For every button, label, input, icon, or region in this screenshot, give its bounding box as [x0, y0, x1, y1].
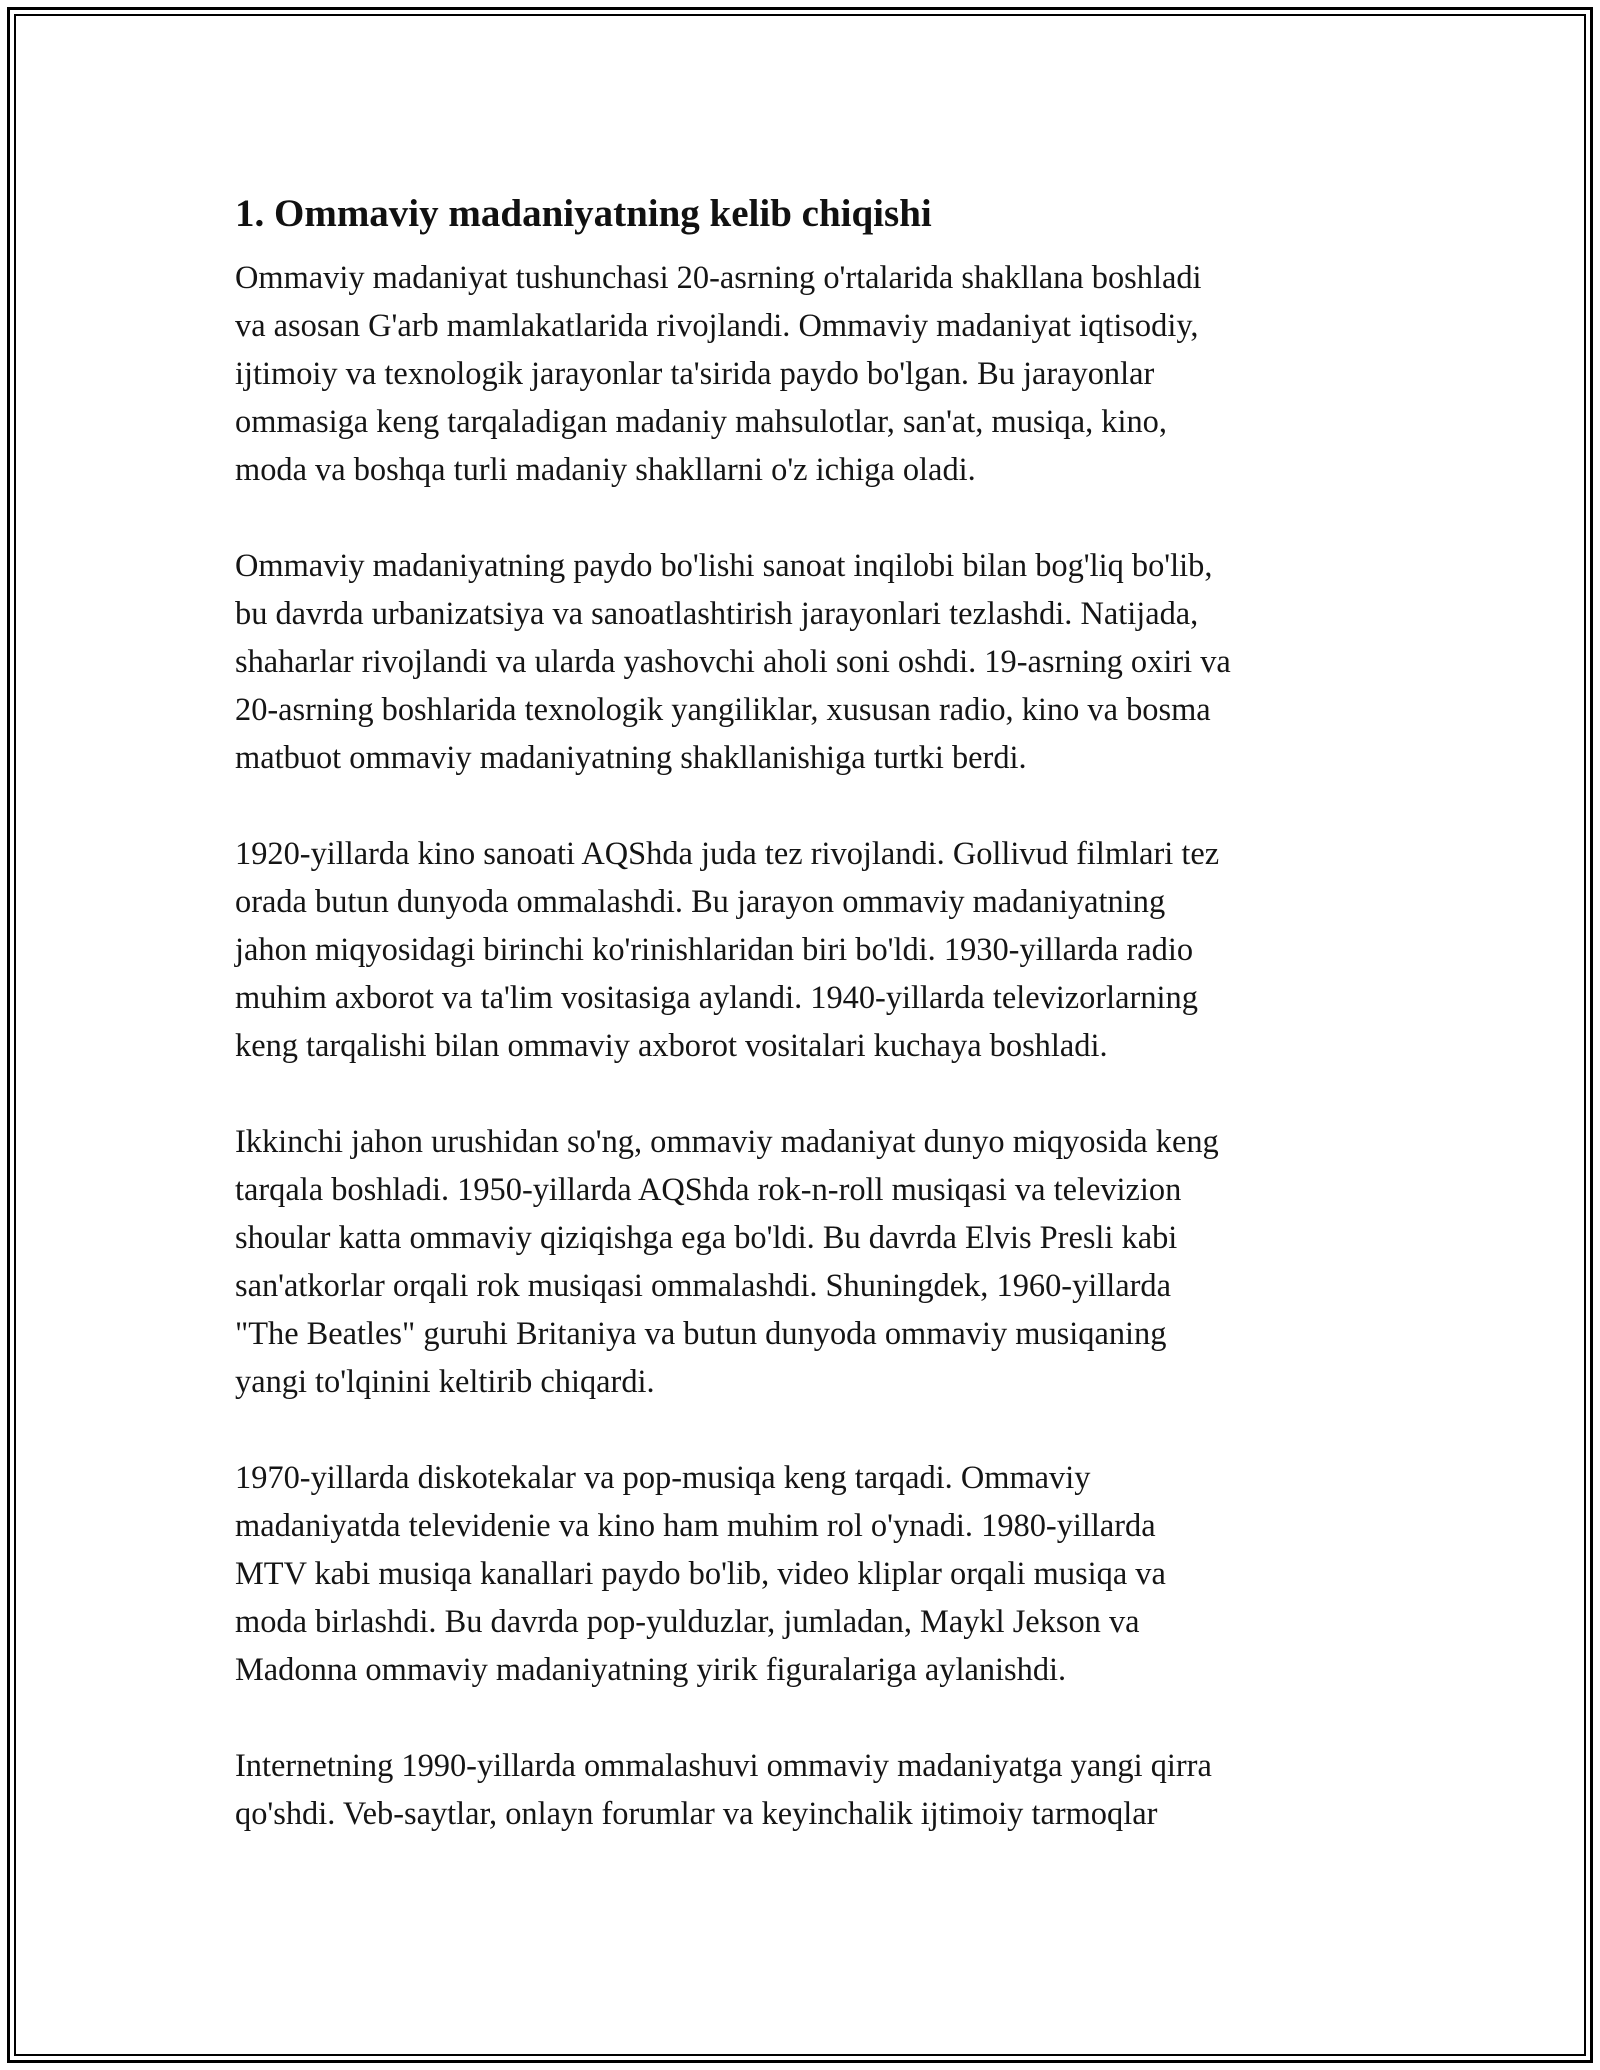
paragraph-line: matbuot ommaviy madaniyatning shakllanishiga turtki berdi. — [235, 740, 1027, 776]
paragraph-list — [235, 254, 1375, 1838]
paragraph-line: MTV kabi musiqa kanallari paydo bo'lib, video kliplar orqali musiqa va — [235, 1556, 1166, 1592]
paragraph-line: muhim axborot va ta'lim vositasiga aylandi. 1940-yillarda televizorlarning — [235, 980, 1198, 1016]
paragraph — [235, 254, 1375, 494]
paragraph — [235, 1742, 1375, 1838]
paragraph — [235, 1454, 1375, 1694]
paragraph-line: moda va boshqa turli madaniy shakllarni o'z ichiga oladi. — [235, 452, 976, 488]
paragraph-line: Madonna ommaviy madaniyatning yirik figuralariga aylanishdi. — [235, 1652, 1067, 1688]
paragraph — [235, 542, 1375, 782]
section-title: 1. Ommaviy madaniyatning kelib chiqishi — [235, 192, 932, 235]
paragraph-line: shaharlar rivojlandi va ularda yashovchi aholi soni oshdi. 19-asrning oxiri va — [235, 644, 1231, 680]
paragraph-line: ijtimoiy va texnologik jarayonlar ta'sirida paydo bo'lgan. Bu jarayonlar — [235, 356, 1155, 392]
paragraph-line: Ikkinchi jahon urushidan so'ng, ommaviy madaniyat dunyo miqyosida keng — [235, 1124, 1219, 1160]
paragraph-line: 1920-yillarda kino sanoati AQShda juda tez rivojlandi. Gollivud filmlari tez — [235, 836, 1220, 872]
paragraph-line: yangi to'lqinini keltirib chiqardi. — [235, 1364, 655, 1400]
paragraph-line: shoular katta ommaviy qiziqishga ega bo'ldi. Bu davrda Elvis Presli kabi — [235, 1220, 1178, 1256]
paragraph-line: keng tarqalishi bilan ommaviy axborot vositalari kuchaya boshladi. — [235, 1028, 1108, 1064]
paragraph-line: 20-asrning boshlarida texnologik yangiliklar, xususan radio, kino va bosma — [235, 692, 1211, 728]
paragraph-line: "The Beatles" guruhi Britaniya va butun dunyoda ommaviy musiqaning — [235, 1316, 1167, 1352]
paragraph-line: san'atkorlar orqali rok musiqasi ommalashdi. Shuningdek, 1960-yillarda — [235, 1268, 1171, 1304]
paragraph-line: madaniyatda televidenie va kino ham muhim rol o'ynadi. 1980-yillarda — [235, 1508, 1156, 1544]
paragraph-line: 1970-yillarda diskotekalar va pop-musiqa keng tarqadi. Ommaviy — [235, 1460, 1091, 1496]
paragraph-line: bu davrda urbanizatsiya va sanoatlashtirish jarayonlari tezlashdi. Natijada, — [235, 596, 1199, 632]
paragraph-line: orada butun dunyoda ommalashdi. Bu jarayon ommaviy madaniyatning — [235, 884, 1166, 920]
paragraph-line: ommasiga keng tarqaladigan madaniy mahsulotlar, san'at, musiqa, kino, — [235, 404, 1167, 440]
paragraph — [235, 830, 1375, 1070]
paragraph-line: tarqala boshladi. 1950-yillarda AQShda rok-n-roll musiqasi va televizion — [235, 1172, 1182, 1208]
paragraph-line: Ommaviy madaniyat tushunchasi 20-asrning o'rtalarida shakllana boshladi — [235, 260, 1202, 296]
paragraph-line: qo'shdi. Veb-saytlar, onlayn forumlar va keyinchalik ijtimoiy tarmoqlar — [235, 1796, 1158, 1832]
paragraph-line: jahon miqyosidagi birinchi ko'rinishlaridan biri bo'ldi. 1930-yillarda radio — [235, 932, 1194, 968]
document-body — [235, 186, 1375, 1886]
paragraph-line: Ommaviy madaniyatning paydo bo'lishi sanoat inqilobi bilan bog'liq bo'lib, — [235, 548, 1213, 584]
paragraph — [235, 1118, 1375, 1406]
paragraph-line: Internetning 1990-yillarda ommalashuvi ommaviy madaniyatga yangi qirra — [235, 1748, 1212, 1784]
paragraph-line: moda birlashdi. Bu davrda pop-yulduzlar, jumladan, Maykl Jekson va — [235, 1604, 1140, 1640]
paragraph-line: va asosan G'arb mamlakatlarida rivojlandi. Ommaviy madaniyat iqtisodiy, — [235, 308, 1199, 344]
